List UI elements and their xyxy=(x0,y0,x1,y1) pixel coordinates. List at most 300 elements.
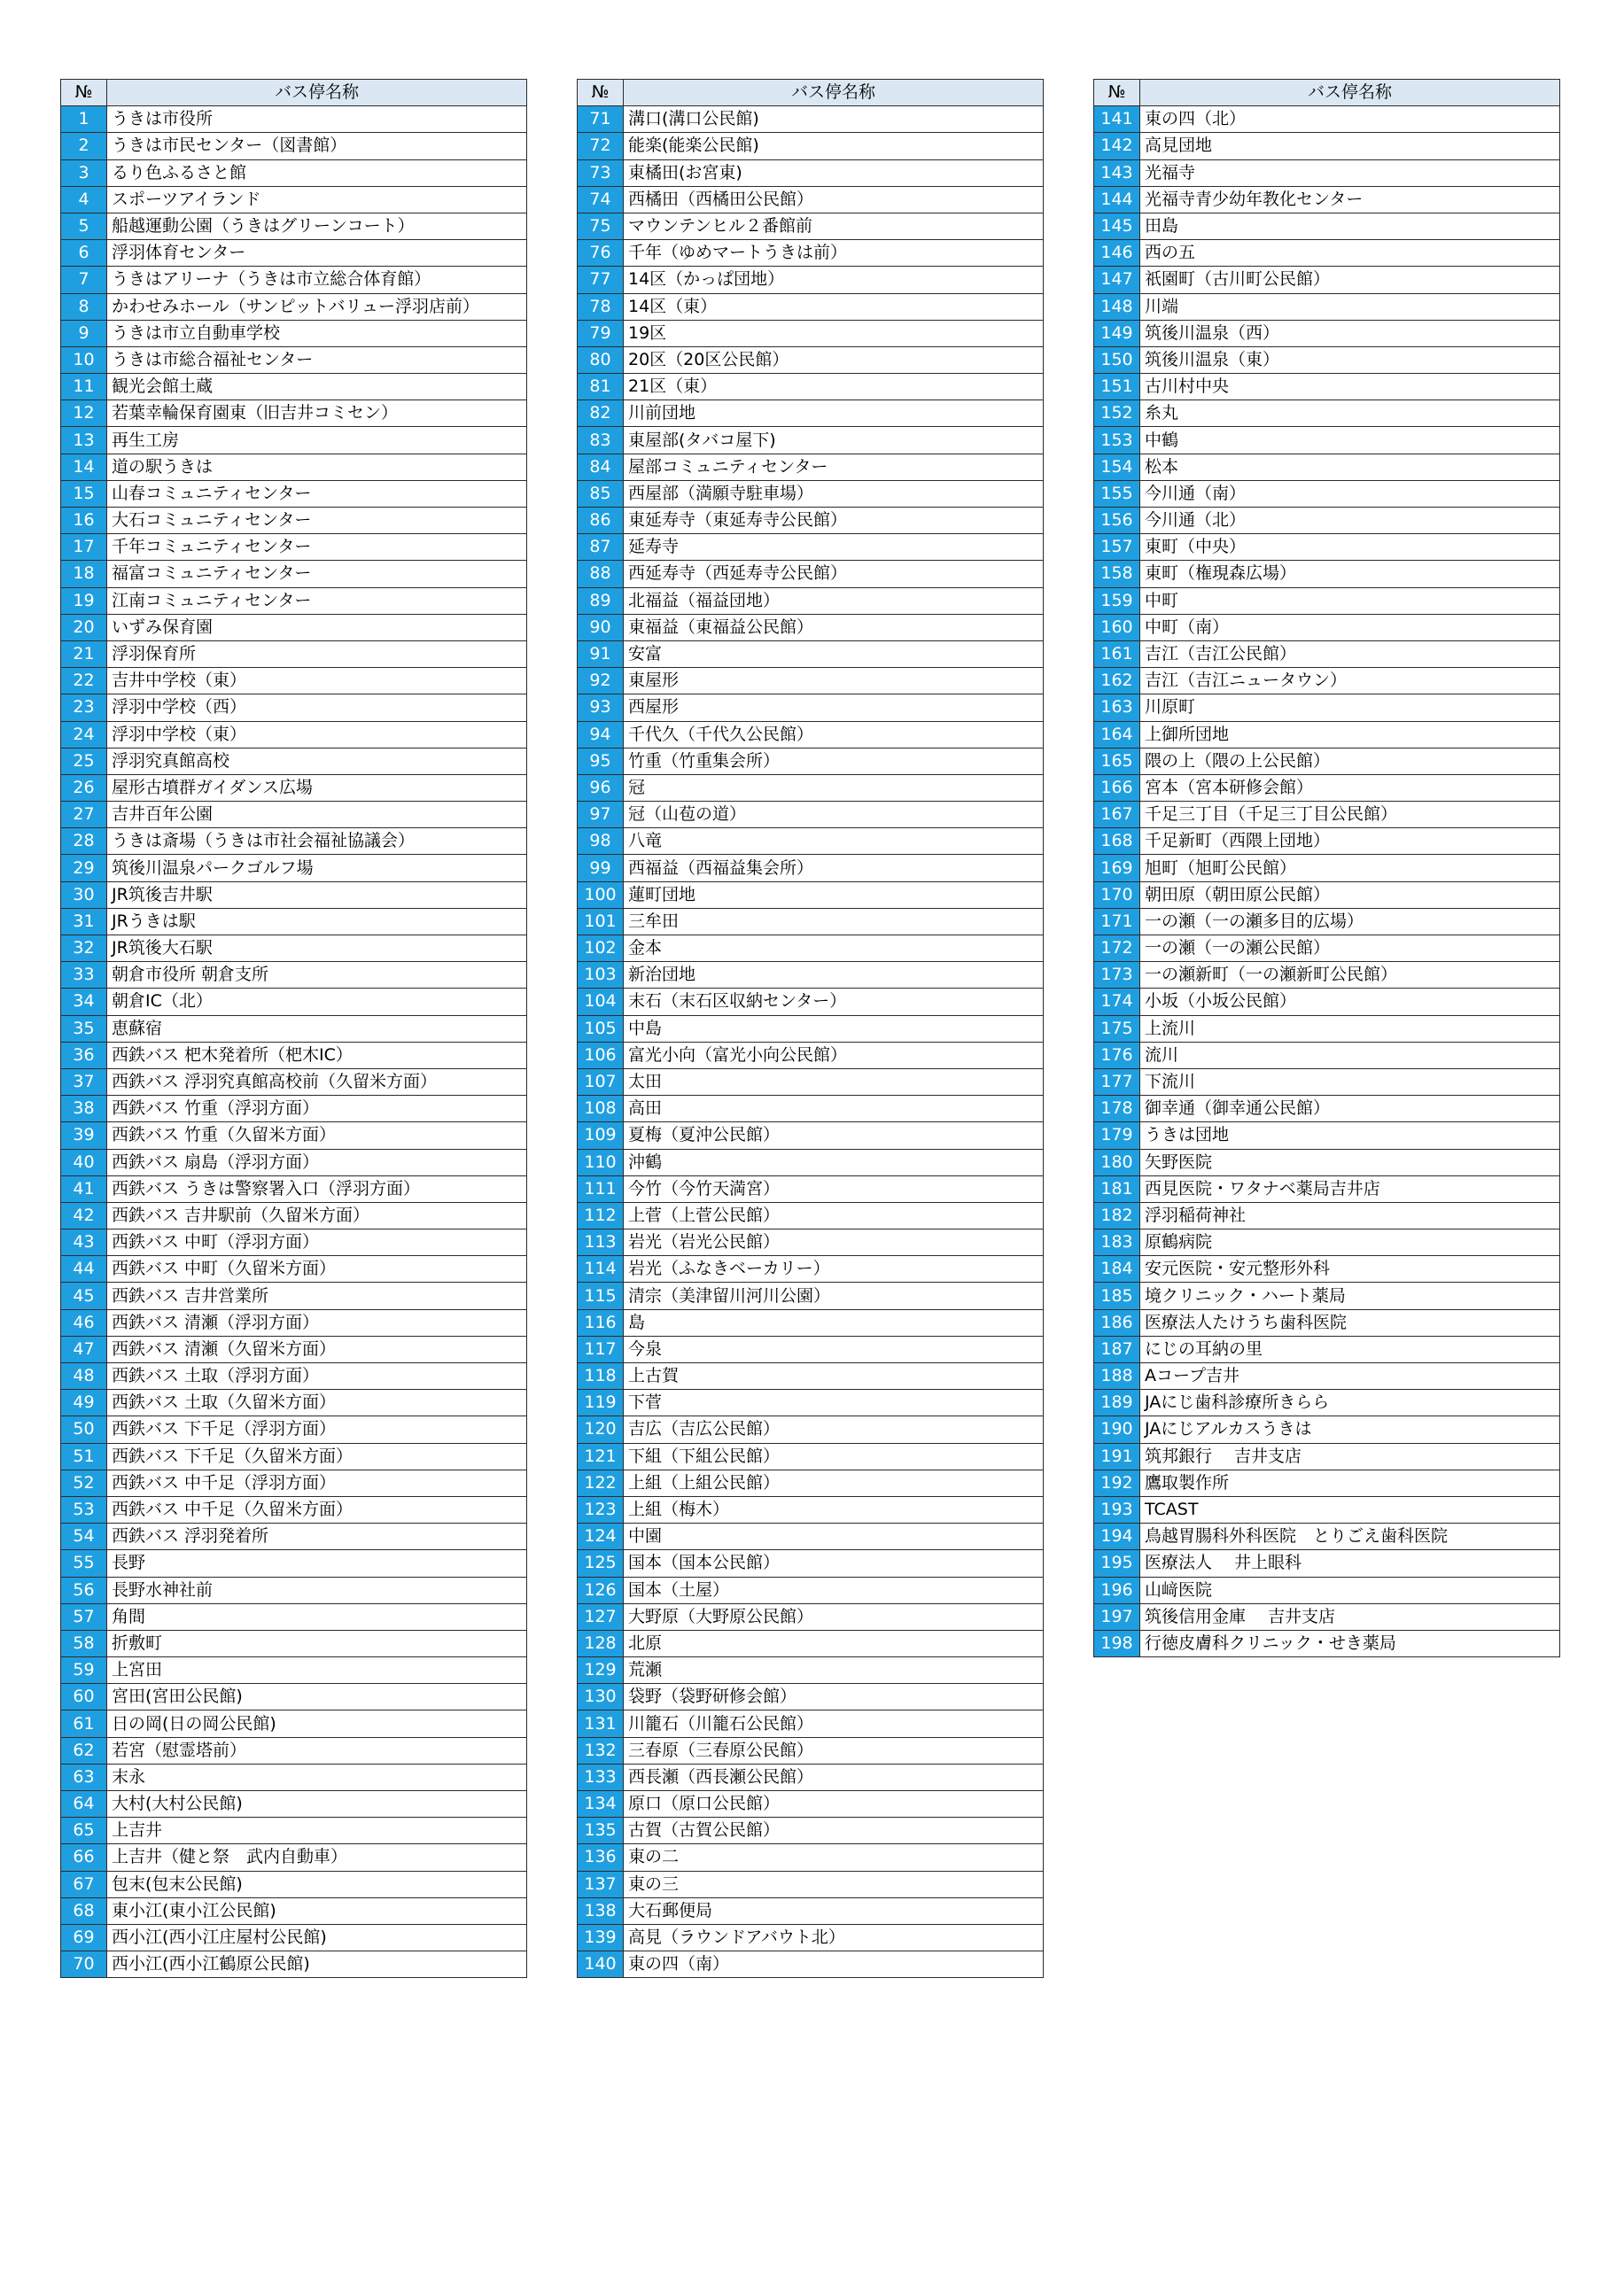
stop-name: 西延寿寺（西延寿寺公民館） xyxy=(624,561,1044,587)
table-row xyxy=(61,1229,527,1256)
table-row xyxy=(578,1283,1044,1309)
table-row xyxy=(578,1710,1044,1737)
stop-number: 111 xyxy=(578,1175,624,1202)
stop-number: 187 xyxy=(1094,1336,1140,1362)
table-row xyxy=(1094,534,1560,561)
stop-number: 61 xyxy=(61,1710,107,1737)
table-row xyxy=(1094,962,1560,989)
table-row xyxy=(578,640,1044,667)
table-row xyxy=(61,989,527,1015)
column-header-number: № xyxy=(61,80,107,106)
stop-number: 97 xyxy=(578,802,624,828)
stop-name: 屋形古墳群ガイダンス広場 xyxy=(107,774,527,801)
table-row xyxy=(61,293,527,320)
table-row xyxy=(1094,1363,1560,1390)
stop-name: 筑邦銀行 吉井支店 xyxy=(1140,1443,1560,1470)
table-row xyxy=(1094,1202,1560,1229)
table-row xyxy=(1094,427,1560,454)
stop-name: うきは斎場（うきは市社会福祉協議会） xyxy=(107,828,527,855)
stop-name: 下菅 xyxy=(624,1390,1044,1416)
stop-number: 192 xyxy=(1094,1470,1140,1496)
table-row xyxy=(578,1470,1044,1496)
stop-name: 北福益（福益団地） xyxy=(624,587,1044,614)
table-row xyxy=(1094,1336,1560,1362)
stop-number: 109 xyxy=(578,1122,624,1149)
table-row xyxy=(61,508,527,534)
stop-number: 37 xyxy=(61,1068,107,1095)
stop-number: 73 xyxy=(578,159,624,186)
stop-name: スポーツアイランド xyxy=(107,186,527,213)
stop-number: 156 xyxy=(1094,508,1140,534)
table-row xyxy=(61,855,527,881)
table-row xyxy=(578,1309,1044,1336)
stop-name: 宮田(宮田公民館) xyxy=(107,1684,527,1710)
stop-number: 69 xyxy=(61,1924,107,1951)
table-row xyxy=(1094,1068,1560,1095)
table-body xyxy=(1094,106,1560,1657)
table-row xyxy=(578,1737,1044,1764)
table-row xyxy=(1094,186,1560,213)
stop-name: 西鉄バス 竹重（久留米方面） xyxy=(107,1122,527,1149)
stop-name: 上組（梅木） xyxy=(624,1496,1044,1523)
stop-name: 下流川 xyxy=(1140,1068,1560,1095)
table-row xyxy=(578,454,1044,480)
table-row xyxy=(578,1149,1044,1175)
stop-name: 千年コミュニティセンター xyxy=(107,534,527,561)
table-row xyxy=(1094,1175,1560,1202)
stop-number: 143 xyxy=(1094,159,1140,186)
stop-number: 196 xyxy=(1094,1577,1140,1603)
stop-number: 188 xyxy=(1094,1363,1140,1390)
stop-name: 西鉄バス 土取（浮羽方面） xyxy=(107,1363,527,1390)
bus-stop-table-2 xyxy=(577,79,1044,1978)
stop-name: 三春原（三春原公民館） xyxy=(624,1737,1044,1764)
stop-number: 31 xyxy=(61,908,107,935)
stop-name: 東小江(東小江公民館) xyxy=(107,1897,527,1924)
stop-number: 157 xyxy=(1094,534,1140,561)
stop-name: 20区（20区公民館） xyxy=(624,346,1044,373)
stop-name: 溝口(溝口公民館) xyxy=(624,106,1044,133)
stop-number: 87 xyxy=(578,534,624,561)
table-row xyxy=(61,534,527,561)
stop-name: 吉広（吉広公民館） xyxy=(624,1416,1044,1443)
stop-name: 東の四（南） xyxy=(624,1951,1044,1978)
stop-number: 51 xyxy=(61,1443,107,1470)
stop-number: 99 xyxy=(578,855,624,881)
table-row xyxy=(1094,1443,1560,1470)
stop-name: 医療法人 井上眼科 xyxy=(1140,1550,1560,1577)
table-row xyxy=(1094,454,1560,480)
stop-name: 鳥越胃腸科外科医院 とりごえ歯科医院 xyxy=(1140,1524,1560,1550)
stop-name: 21区（東） xyxy=(624,374,1044,400)
stop-name: 包末(包末公民館) xyxy=(107,1871,527,1897)
stop-number: 154 xyxy=(1094,454,1140,480)
table-row xyxy=(61,1897,527,1924)
stop-number: 177 xyxy=(1094,1068,1140,1095)
table-row xyxy=(578,1818,1044,1844)
table-row xyxy=(1094,133,1560,159)
stop-name: 14区（東） xyxy=(624,293,1044,320)
table-row xyxy=(61,1149,527,1175)
column-header-stop-name: バス停名称 xyxy=(624,80,1044,106)
table-row xyxy=(61,1309,527,1336)
table-row xyxy=(61,1524,527,1550)
table-row xyxy=(1094,881,1560,908)
table-row xyxy=(1094,293,1560,320)
stop-number: 110 xyxy=(578,1149,624,1175)
table-row xyxy=(61,133,527,159)
stop-name: 西小江(西小江庄屋村公民館) xyxy=(107,1924,527,1951)
stop-number: 47 xyxy=(61,1336,107,1362)
stop-name: にじの耳納の里 xyxy=(1140,1336,1560,1362)
table-row xyxy=(1094,346,1560,373)
stop-name: 東屋形 xyxy=(624,668,1044,694)
stop-number: 38 xyxy=(61,1096,107,1122)
table-row xyxy=(61,1283,527,1309)
stop-number: 6 xyxy=(61,240,107,267)
table-row xyxy=(578,186,1044,213)
table-row xyxy=(61,962,527,989)
table-row xyxy=(578,1791,1044,1818)
table-row xyxy=(1094,1309,1560,1336)
stop-name: 光福寺 xyxy=(1140,159,1560,186)
table-row xyxy=(61,346,527,373)
table-row xyxy=(61,640,527,667)
table-row xyxy=(61,186,527,213)
stop-number: 98 xyxy=(578,828,624,855)
stop-name: 延寿寺 xyxy=(624,534,1044,561)
table-row xyxy=(61,694,527,721)
table-body xyxy=(61,106,527,1978)
stop-number: 159 xyxy=(1094,587,1140,614)
table-row xyxy=(578,240,1044,267)
stop-name: 三牟田 xyxy=(624,908,1044,935)
stop-name: 福富コミュニティセンター xyxy=(107,561,527,587)
stop-name: 千年（ゆめマートうきは前） xyxy=(624,240,1044,267)
table-row xyxy=(61,1630,527,1656)
table-row xyxy=(578,561,1044,587)
stop-number: 134 xyxy=(578,1791,624,1818)
table-row xyxy=(578,1577,1044,1603)
stop-name: 西鉄バス 扇島（浮羽方面） xyxy=(107,1149,527,1175)
stop-number: 145 xyxy=(1094,213,1140,239)
table-row xyxy=(1094,908,1560,935)
stop-number: 82 xyxy=(578,400,624,427)
stop-number: 48 xyxy=(61,1363,107,1390)
stop-number: 119 xyxy=(578,1390,624,1416)
table-row xyxy=(61,1202,527,1229)
stop-number: 115 xyxy=(578,1283,624,1309)
table-row xyxy=(61,614,527,640)
stop-name: 浮羽中学校（東） xyxy=(107,721,527,748)
table-row xyxy=(578,1175,1044,1202)
table-row xyxy=(61,1791,527,1818)
stop-name: 浮羽体育センター xyxy=(107,240,527,267)
stop-number: 53 xyxy=(61,1496,107,1523)
table-row xyxy=(61,1015,527,1042)
stop-name: 東の四（北） xyxy=(1140,106,1560,133)
stop-number: 42 xyxy=(61,1202,107,1229)
stop-number: 153 xyxy=(1094,427,1140,454)
stop-number: 22 xyxy=(61,668,107,694)
stop-name: 観光会館土蔵 xyxy=(107,374,527,400)
stop-name: 筑後川温泉（東） xyxy=(1140,346,1560,373)
stop-name: 矢野医院 xyxy=(1140,1149,1560,1175)
stop-name: 西屋部（満願寺駐車場） xyxy=(624,480,1044,507)
stop-number: 126 xyxy=(578,1577,624,1603)
stop-number: 13 xyxy=(61,427,107,454)
stop-name: 清宗（美津留川河川公園） xyxy=(624,1283,1044,1309)
table-row xyxy=(578,1202,1044,1229)
table-row xyxy=(1094,1524,1560,1550)
stop-number: 86 xyxy=(578,508,624,534)
stop-number: 172 xyxy=(1094,935,1140,962)
table-row xyxy=(1094,1122,1560,1149)
stop-number: 180 xyxy=(1094,1149,1140,1175)
stop-number: 59 xyxy=(61,1657,107,1684)
bus-stop-table-1 xyxy=(60,79,527,1978)
stop-name: 上流川 xyxy=(1140,1015,1560,1042)
stop-number: 64 xyxy=(61,1791,107,1818)
stop-number: 20 xyxy=(61,614,107,640)
stop-name: 東福益（東福益公民館） xyxy=(624,614,1044,640)
table-row xyxy=(578,1764,1044,1790)
stop-number: 139 xyxy=(578,1924,624,1951)
stop-number: 52 xyxy=(61,1470,107,1496)
stop-name: 千代久（千代久公民館） xyxy=(624,721,1044,748)
stop-name: うきは市民センター（図書館） xyxy=(107,133,527,159)
stop-name: 西鉄バス 下千足（久留米方面） xyxy=(107,1443,527,1470)
stop-number: 57 xyxy=(61,1603,107,1630)
stop-number: 198 xyxy=(1094,1630,1140,1656)
table-row xyxy=(61,1068,527,1095)
stop-name: 末石（末石区収納センター） xyxy=(624,989,1044,1015)
table-row xyxy=(61,561,527,587)
table-header-row xyxy=(1094,80,1560,106)
table-row xyxy=(578,320,1044,346)
stop-number: 194 xyxy=(1094,1524,1140,1550)
table-row xyxy=(1094,267,1560,293)
table-row xyxy=(578,587,1044,614)
table-row xyxy=(61,1550,527,1577)
stop-number: 141 xyxy=(1094,106,1140,133)
stop-number: 96 xyxy=(578,774,624,801)
stop-name: 西屋形 xyxy=(624,694,1044,721)
stop-number: 66 xyxy=(61,1844,107,1871)
stop-name: 上吉井 xyxy=(107,1818,527,1844)
stop-name: 金本 xyxy=(624,935,1044,962)
table-row xyxy=(61,213,527,239)
stop-name: 東の三 xyxy=(624,1871,1044,1897)
table-row xyxy=(61,1363,527,1390)
stop-number: 67 xyxy=(61,1871,107,1897)
table-row xyxy=(61,1657,527,1684)
stop-name: 江南コミュニティセンター xyxy=(107,587,527,614)
stop-name: 国本（国本公民館） xyxy=(624,1550,1044,1577)
stop-number: 85 xyxy=(578,480,624,507)
stop-name: うきは市立自動車学校 xyxy=(107,320,527,346)
table-row xyxy=(1094,1015,1560,1042)
stop-number: 184 xyxy=(1094,1256,1140,1283)
table-row xyxy=(1094,320,1560,346)
stop-name: 長野水神社前 xyxy=(107,1577,527,1603)
table-row xyxy=(61,668,527,694)
stop-number: 103 xyxy=(578,962,624,989)
stop-name: うきはアリーナ（うきは市立総合体育館） xyxy=(107,267,527,293)
table-row xyxy=(61,721,527,748)
table-row xyxy=(578,374,1044,400)
table-row xyxy=(61,1684,527,1710)
stop-number: 118 xyxy=(578,1363,624,1390)
table-row xyxy=(1094,989,1560,1015)
stop-name: 西鉄バス 中千足（久留米方面） xyxy=(107,1496,527,1523)
column-header-number: № xyxy=(1094,80,1140,106)
column-header-stop-name: バス停名称 xyxy=(107,80,527,106)
stop-number: 148 xyxy=(1094,293,1140,320)
stop-name: 能楽(能楽公民館) xyxy=(624,133,1044,159)
table-row xyxy=(1094,1470,1560,1496)
stop-name: 上御所団地 xyxy=(1140,721,1560,748)
stop-name: JAにじアルカスうきは xyxy=(1140,1416,1560,1443)
table-row xyxy=(61,908,527,935)
stop-number: 197 xyxy=(1094,1603,1140,1630)
stop-name: 医療法人たけうち歯科医院 xyxy=(1140,1309,1560,1336)
stop-number: 1 xyxy=(61,106,107,133)
stop-name: 恵蘇宿 xyxy=(107,1015,527,1042)
table-row xyxy=(578,962,1044,989)
stop-name: JAにじ歯科診療所きらら xyxy=(1140,1390,1560,1416)
table-row xyxy=(1094,1416,1560,1443)
stop-number: 158 xyxy=(1094,561,1140,587)
table-row xyxy=(1094,1042,1560,1068)
table-row xyxy=(1094,1149,1560,1175)
stop-number: 62 xyxy=(61,1737,107,1764)
table-header-row xyxy=(578,80,1044,106)
stop-number: 18 xyxy=(61,561,107,587)
table-row xyxy=(578,855,1044,881)
table-row xyxy=(61,828,527,855)
stop-number: 21 xyxy=(61,640,107,667)
stop-number: 165 xyxy=(1094,748,1140,774)
table-row xyxy=(578,1015,1044,1042)
table-row xyxy=(1094,1256,1560,1283)
stop-number: 140 xyxy=(578,1951,624,1978)
stop-name: 中鶴 xyxy=(1140,427,1560,454)
table-row xyxy=(578,1336,1044,1362)
table-row xyxy=(578,1122,1044,1149)
stop-number: 30 xyxy=(61,881,107,908)
stop-name: 高田 xyxy=(624,1096,1044,1122)
stop-number: 90 xyxy=(578,614,624,640)
table-row xyxy=(578,400,1044,427)
stop-name: 千足三丁目（千足三丁目公民館） xyxy=(1140,802,1560,828)
stop-number: 173 xyxy=(1094,962,1140,989)
table-row xyxy=(578,1550,1044,1577)
table-row xyxy=(578,1443,1044,1470)
table-row xyxy=(1094,240,1560,267)
stop-number: 100 xyxy=(578,881,624,908)
stop-name: 大野原（大野原公民館） xyxy=(624,1603,1044,1630)
stop-number: 137 xyxy=(578,1871,624,1897)
table-row xyxy=(61,587,527,614)
stop-name: 東の二 xyxy=(624,1844,1044,1871)
stop-number: 15 xyxy=(61,480,107,507)
table-row xyxy=(578,935,1044,962)
stop-number: 101 xyxy=(578,908,624,935)
stop-name: 安元医院・安元整形外科 xyxy=(1140,1256,1560,1283)
stop-number: 88 xyxy=(578,561,624,587)
stop-name: 吉井百年公園 xyxy=(107,802,527,828)
stop-number: 65 xyxy=(61,1818,107,1844)
stop-name: Aコープ吉井 xyxy=(1140,1363,1560,1390)
stop-name: 西長瀬（西長瀬公民館） xyxy=(624,1764,1044,1790)
stop-name: 東屋部(タバコ屋下) xyxy=(624,427,1044,454)
stop-number: 84 xyxy=(578,454,624,480)
stop-name: 今川通（南） xyxy=(1140,480,1560,507)
table-row xyxy=(578,1524,1044,1550)
stop-number: 152 xyxy=(1094,400,1140,427)
stop-name: 西見医院・ワタナベ薬局吉井店 xyxy=(1140,1175,1560,1202)
stop-name: 西鉄バス うきは警察署入口（浮羽方面） xyxy=(107,1175,527,1202)
stop-number: 63 xyxy=(61,1764,107,1790)
stop-name: 原口（原口公民館） xyxy=(624,1791,1044,1818)
stop-number: 105 xyxy=(578,1015,624,1042)
table-row xyxy=(61,1577,527,1603)
table-row xyxy=(61,400,527,427)
stop-number: 72 xyxy=(578,133,624,159)
stop-number: 170 xyxy=(1094,881,1140,908)
stop-name: 西鉄バス 吉井駅前（久留米方面） xyxy=(107,1202,527,1229)
table-row xyxy=(578,106,1044,133)
table-row xyxy=(1094,828,1560,855)
stop-number: 23 xyxy=(61,694,107,721)
stop-name: うきは団地 xyxy=(1140,1122,1560,1149)
table-body xyxy=(578,106,1044,1978)
table-row xyxy=(578,267,1044,293)
stop-number: 75 xyxy=(578,213,624,239)
stop-name: 流川 xyxy=(1140,1042,1560,1068)
stop-name: 島 xyxy=(624,1309,1044,1336)
stop-name: 冠（山苞の道） xyxy=(624,802,1044,828)
table-row xyxy=(578,1256,1044,1283)
stop-number: 108 xyxy=(578,1096,624,1122)
table-row xyxy=(1094,668,1560,694)
stop-number: 43 xyxy=(61,1229,107,1256)
table-row xyxy=(578,748,1044,774)
stop-name: 浮羽保育所 xyxy=(107,640,527,667)
stop-number: 151 xyxy=(1094,374,1140,400)
stop-number: 142 xyxy=(1094,133,1140,159)
stop-name: 折敷町 xyxy=(107,1630,527,1656)
stop-number: 113 xyxy=(578,1229,624,1256)
stop-number: 29 xyxy=(61,855,107,881)
table-row xyxy=(578,508,1044,534)
stop-name: 上宮田 xyxy=(107,1657,527,1684)
stop-number: 46 xyxy=(61,1309,107,1336)
stop-name: 14区（かっぱ団地） xyxy=(624,267,1044,293)
table-row xyxy=(61,1924,527,1951)
stop-name: 一の瀬（一の瀬公民館） xyxy=(1140,935,1560,962)
stop-name: 行徳皮膚科クリニック・せき薬局 xyxy=(1140,1630,1560,1656)
table-row xyxy=(1094,374,1560,400)
table-row xyxy=(61,1096,527,1122)
table-row xyxy=(578,534,1044,561)
stop-number: 193 xyxy=(1094,1496,1140,1523)
stop-name: 上組（上組公民館） xyxy=(624,1470,1044,1496)
table-row xyxy=(1094,480,1560,507)
stop-number: 162 xyxy=(1094,668,1140,694)
stop-number: 49 xyxy=(61,1390,107,1416)
